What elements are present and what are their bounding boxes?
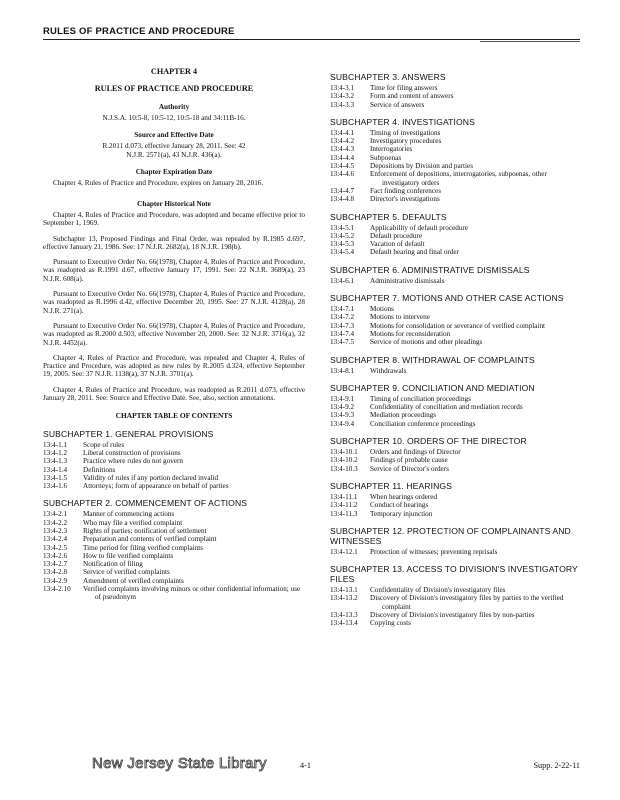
section-number: 13:4-7.2	[330, 313, 355, 322]
section-number: 13:4-5.1	[330, 223, 355, 232]
section-title: Motions to intervene	[370, 313, 430, 322]
section-title: Director's investigations	[370, 195, 440, 204]
chapter-title: RULES OF PRACTICE AND PROCEDURE	[94, 84, 254, 94]
section-title: Default hearing and final order	[370, 248, 460, 257]
toc-heading: CHAPTER TABLE OF CONTENTS	[115, 411, 233, 421]
section-number: 13:4-1.4	[43, 465, 68, 474]
toc-entry	[330, 501, 582, 509]
section-title: When hearings ordered	[370, 492, 438, 501]
section-number: 13:4-8.1	[330, 366, 355, 375]
toc-entry	[43, 457, 305, 465]
toc-entry	[330, 395, 582, 403]
section-number: 13:4-7.5	[330, 338, 355, 347]
section-title: Confidentiality of conciliation and mediation records	[370, 403, 523, 412]
toc-entry	[330, 465, 582, 473]
subchapter-heading: SUBCHAPTER 6. ADMINISTRATIVE DISMISSALS	[330, 264, 530, 275]
toc-left	[43, 429, 305, 602]
section-number: 13:4-3.2	[330, 92, 355, 101]
section-title: Findings of probable cause	[370, 456, 448, 465]
subchapter-heading: SUBCHAPTER 7. MOTIONS AND OTHER CASE ACTIONS	[330, 293, 564, 304]
toc-entry	[330, 338, 582, 346]
authority-text: N.J.S.A. 10:5-8, 10:5-12, 10:5-18 and 34:11B-16.	[102, 113, 246, 122]
section-number: 13:4-3.1	[330, 84, 355, 92]
section-number: 13:4-13.3	[330, 610, 358, 619]
section-title: Timing of conciliation proceedings	[370, 394, 471, 403]
section-title: Conduct of hearings	[370, 501, 429, 510]
toc-entry	[330, 170, 582, 187]
section-number: 13:4-13.2	[330, 594, 358, 603]
section-title: Protection of witnesses; preventing reprisals	[370, 547, 498, 556]
section-title: Service of motions and other pleadings	[370, 338, 483, 347]
toc-entry	[330, 240, 582, 248]
toc-entry	[330, 403, 582, 411]
section-number: 13:4-11.3	[330, 509, 358, 518]
section-title: Motions	[370, 305, 394, 314]
section-number: 13:4-5.2	[330, 231, 355, 240]
section-number: 13:4-9.3	[330, 411, 355, 420]
section-number: 13:4-13.1	[330, 586, 358, 595]
toc-entry	[330, 248, 582, 256]
toc-entry	[43, 474, 305, 482]
subchapter-heading: SUBCHAPTER 3. ANSWERS	[330, 72, 446, 82]
subchapter-heading: SUBCHAPTER 5. DEFAULTS	[330, 211, 447, 222]
subchapter-heading: SUBCHAPTER 8. WITHDRAWAL OF COMPLAINTS	[330, 354, 535, 365]
expiration-text: Chapter 4, Rules of Practice and Procedure, expires on January 28, 2016.	[53, 179, 264, 188]
section-number: 13:4-13.4	[330, 619, 358, 628]
section-number: 13:4-2.4	[43, 535, 68, 544]
toc-entry	[43, 568, 305, 576]
toc-entry	[43, 449, 305, 457]
toc-entry	[330, 277, 582, 285]
section-title: Verified complaints involving minors or other confidential information; use of pseudonym	[83, 585, 301, 602]
toc-entry	[330, 305, 582, 313]
section-title: Default procedure	[370, 231, 423, 240]
toc-entry	[43, 544, 305, 552]
toc-entry	[330, 84, 582, 92]
subchapter-heading: SUBCHAPTER 13. ACCESS TO DIVISION'S INVESTIGATORY FILES	[330, 564, 578, 585]
section-number: 13:4-9.2	[330, 403, 355, 412]
section-number: 13:4-3.3	[330, 100, 355, 109]
toc-entry	[330, 129, 582, 137]
section-number: 13:4-1.1	[43, 440, 68, 449]
toc-entry	[330, 493, 582, 501]
section-number: 13:4-11.1	[330, 492, 358, 501]
history-note: Subchapter 13, Proposed Findings and Final Order, was repealed by R.1985 d.697, effective January 21, 1986. See: 17 N.J.R. 2682(a), 18 N.J.R. 198(b).	[43, 234, 305, 251]
history-note: Pursuant to Executive Order No. 66(1978), Chapter 4, Rules of Practice and Procedure, was readopted as R.1991 d.67, effective January 17, 1991. See: 22 N.J.R. 3689(a), 23 N.J.R. 608(a).	[43, 258, 305, 283]
section-number: 13:4-7.4	[330, 329, 355, 338]
toc-entry	[330, 594, 582, 611]
section-title: Subpoenas	[370, 153, 402, 162]
history-note: Chapter 4, Rules of Practice and Procedure, was adopted and became effective prior to September 1, 1969.	[43, 210, 305, 228]
section-title: Manner of commencing actions	[83, 510, 175, 519]
section-title: Scope of rules	[83, 440, 125, 449]
section-number: 13:4-9.4	[330, 419, 355, 428]
section-number: 13:4-5.3	[330, 240, 355, 249]
section-number: 13:4-4.1	[330, 128, 355, 137]
section-number: 13:4-4.4	[330, 153, 355, 162]
section-number: 13:4-4.5	[330, 162, 355, 171]
section-title: Conciliation conference proceedings	[370, 419, 476, 428]
section-title: Liberal construction of provisions	[83, 448, 181, 457]
history-note: Pursuant to Executive Order No. 66(1978), Chapter 4, Rules of Practice and Procedure, was readopted as R.1996 d.42, effective December 20, 1995. See: 27 N.J.R. 4128(a), 28 N.J.R. 271(a).	[43, 290, 305, 315]
history-note: Pursuant to Executive Order No. 66(1978), Chapter 4, Rules of Practice and Procedure, was readopted as R.2000 d.503, effective November 20, 2000. See: 32 N.J.R. 3716(a), 32 N.J.R. 4452(a).	[43, 321, 305, 347]
toc-entry	[330, 92, 582, 100]
toc-entry	[330, 145, 582, 153]
toc-entry	[330, 420, 582, 428]
history-note: Chapter 4, Rules of Practice and Procedure, was readopted as R.2011 d.073, effective January 28, 2011. See: Source and Effective Date. See, also, section annotations.	[43, 385, 305, 403]
section-title: Depositions by Division and parties	[370, 162, 474, 171]
section-title: Validity of rules if any portion declared invalid	[83, 473, 219, 482]
section-number: 13:4-2.3	[43, 526, 68, 535]
section-number: 13:4-9.1	[330, 394, 355, 403]
section-number: 13:4-4.6	[330, 170, 355, 179]
section-title: Discovery of Division's investigatory files by non-parties	[370, 610, 535, 619]
section-number: 13:4-2.10	[43, 585, 71, 594]
section-number: 13:4-2.5	[43, 543, 68, 552]
section-title: Discovery of Division's investigatory files by parties to the verified complaint	[370, 594, 564, 611]
section-number: 13:4-12.1	[330, 547, 358, 556]
toc-entry	[43, 585, 305, 602]
section-number: 13:4-4.3	[330, 145, 355, 154]
source-text: R.2011 d.073, effective January 28, 2011. See: 42 N.J.R. 2571(a), 43 N.J.R. 436(a).	[102, 142, 246, 159]
expiration-heading: Chapter Expiration Date	[135, 168, 213, 177]
subchapter-heading: SUBCHAPTER 2. COMMENCEMENT OF ACTIONS	[43, 498, 248, 509]
section-number: 13:4-2.8	[43, 568, 68, 577]
section-number: 13:4-6.1	[330, 276, 355, 285]
running-header: RULES OF PRACTICE AND PROCEDURE	[43, 26, 235, 37]
toc-entry	[43, 482, 305, 490]
toc-entry	[330, 367, 582, 375]
section-title: Definitions	[83, 465, 116, 474]
section-title: Orders and findings of Director	[370, 448, 461, 457]
library-logo: New Jersey State Library	[92, 755, 267, 772]
toc-entry	[330, 162, 582, 170]
section-title: Timing of investigations	[370, 128, 441, 137]
section-title: Motions for reconsideration	[370, 329, 451, 338]
toc-entry	[330, 224, 582, 232]
section-title: Copying costs	[370, 619, 411, 628]
section-title: Motions for consolidation or severance of verified complaint	[370, 321, 546, 330]
toc-entry	[43, 466, 305, 474]
authority-heading: Authority	[158, 102, 190, 111]
toc-entry	[43, 560, 305, 568]
section-title: Notification of filing	[83, 560, 143, 569]
toc-entry	[330, 137, 582, 145]
toc-entry	[43, 577, 305, 585]
toc-entry	[43, 535, 305, 543]
section-number: 13:4-4.8	[330, 195, 355, 204]
section-title: How to file verified complaints	[83, 551, 174, 560]
toc-entry	[330, 611, 582, 619]
section-title: Fact finding conferences	[370, 186, 442, 195]
section-title: Administrative dismissals	[370, 276, 445, 285]
subchapter-heading: SUBCHAPTER 4. INVESTIGATIONS	[330, 116, 475, 127]
section-number: 13:4-7.3	[330, 321, 355, 330]
section-number: 13:4-7.1	[330, 305, 355, 314]
toc-entry	[330, 154, 582, 162]
toc-entry	[330, 195, 582, 203]
toc-entry	[330, 456, 582, 464]
section-number: 13:4-2.7	[43, 560, 68, 569]
section-title: Withdrawals	[370, 366, 407, 375]
section-title: Form and content of answers	[370, 92, 454, 101]
section-title: Interrogatories	[370, 145, 413, 154]
toc-entry	[330, 322, 582, 330]
section-title: Vacation of default	[370, 240, 425, 249]
section-title: Rights of parties; notification of settlement	[83, 526, 207, 535]
toc-entry	[330, 411, 582, 419]
toc-entry	[330, 510, 582, 518]
section-number: 13:4-4.7	[330, 186, 355, 195]
toc-entry	[330, 586, 582, 594]
section-number: 13:4-2.1	[43, 510, 68, 519]
section-title: Service of Director's orders	[370, 464, 449, 473]
section-number: 13:4-1.6	[43, 482, 68, 491]
header-rule-secondary	[480, 41, 580, 42]
section-title: Temporary injunction	[370, 509, 433, 518]
toc-entry	[43, 527, 305, 535]
section-title: Confidentiality of Division's investigatory files	[370, 586, 506, 595]
section-number: 13:4-5.4	[330, 248, 355, 257]
subchapter-heading: SUBCHAPTER 12. PROTECTION OF COMPLAINANTS AND WITNESSES	[330, 525, 571, 546]
chapter-number: CHAPTER 4	[150, 67, 198, 76]
toc-entry	[43, 441, 305, 449]
section-title: Mediation proceedings	[370, 411, 437, 420]
toc-entry	[330, 187, 582, 195]
section-title: Preparation and contents of verified complaint	[83, 535, 217, 544]
toc-entry	[43, 552, 305, 560]
page-number: 4-1	[300, 761, 311, 770]
section-title: Investigatory procedures	[370, 137, 442, 146]
section-title: Attorneys; form of appearance on behalf of parties	[83, 482, 229, 491]
source-heading: Source and Effective Date	[134, 131, 214, 140]
subchapter-heading: SUBCHAPTER 10. ORDERS OF THE DIRECTOR	[330, 436, 527, 447]
section-number: 13:4-2.6	[43, 551, 68, 560]
section-title: Service of answers	[370, 100, 425, 109]
supplement-date: Supp. 2-22-11	[533, 761, 580, 770]
section-number: 13:4-2.2	[43, 518, 68, 527]
section-number: 13:4-4.2	[330, 137, 355, 146]
section-number: 13:4-11.2	[330, 501, 358, 510]
toc-entry	[43, 510, 305, 518]
history-note: Chapter 4, Rules of Practice and Procedure, was repealed and Chapter 4, Rules of Practice and Procedure, was adopted as new rules by R.2005 d.324, effective September 19, 2005. See: 37 N.J.R. 1138(a), 37 N.J.R. 3701(a).	[43, 353, 305, 379]
section-title: Applicability of default procedure	[370, 223, 468, 232]
section-title: Who may file a verified complaint	[83, 518, 183, 527]
toc-entry	[330, 313, 582, 321]
toc-entry	[43, 519, 305, 527]
section-title: Amendment of verified complaints	[83, 576, 184, 585]
toc-entry	[330, 619, 582, 627]
section-number: 13:4-10.1	[330, 448, 358, 457]
left-column	[43, 60, 305, 602]
section-number: 13:4-1.3	[43, 457, 68, 466]
section-number: 13:4-10.2	[330, 456, 358, 465]
section-number: 13:4-1.2	[43, 448, 68, 457]
subchapter-heading: SUBCHAPTER 9. CONCILIATION AND MEDIATION	[330, 382, 535, 393]
toc-entry	[330, 448, 582, 456]
section-title: Time for filing answers	[370, 84, 438, 92]
subchapter-heading: SUBCHAPTER 11. HEARINGS	[330, 480, 453, 491]
section-title: Practice where rules do not govern	[83, 457, 183, 466]
toc-entry	[330, 101, 582, 109]
toc-right	[330, 72, 582, 628]
toc-entry	[330, 548, 582, 556]
toc-entry	[330, 232, 582, 240]
toc-entry	[330, 330, 582, 338]
header-rule	[43, 39, 580, 40]
subchapter-heading: SUBCHAPTER 1. GENERAL PROVISIONS	[43, 428, 214, 439]
section-title: Service of verified complaints	[83, 568, 170, 577]
section-title: Enforcement of depositions, interrogatories, subpoenas, other investigatory orders	[370, 170, 547, 187]
section-number: 13:4-2.9	[43, 576, 68, 585]
section-title: Time period for filing verified complaints	[83, 543, 204, 552]
history-notes	[43, 211, 305, 402]
section-number: 13:4-10.3	[330, 464, 358, 473]
history-heading: Chapter Historical Note	[137, 199, 211, 208]
section-number: 13:4-1.5	[43, 473, 68, 482]
